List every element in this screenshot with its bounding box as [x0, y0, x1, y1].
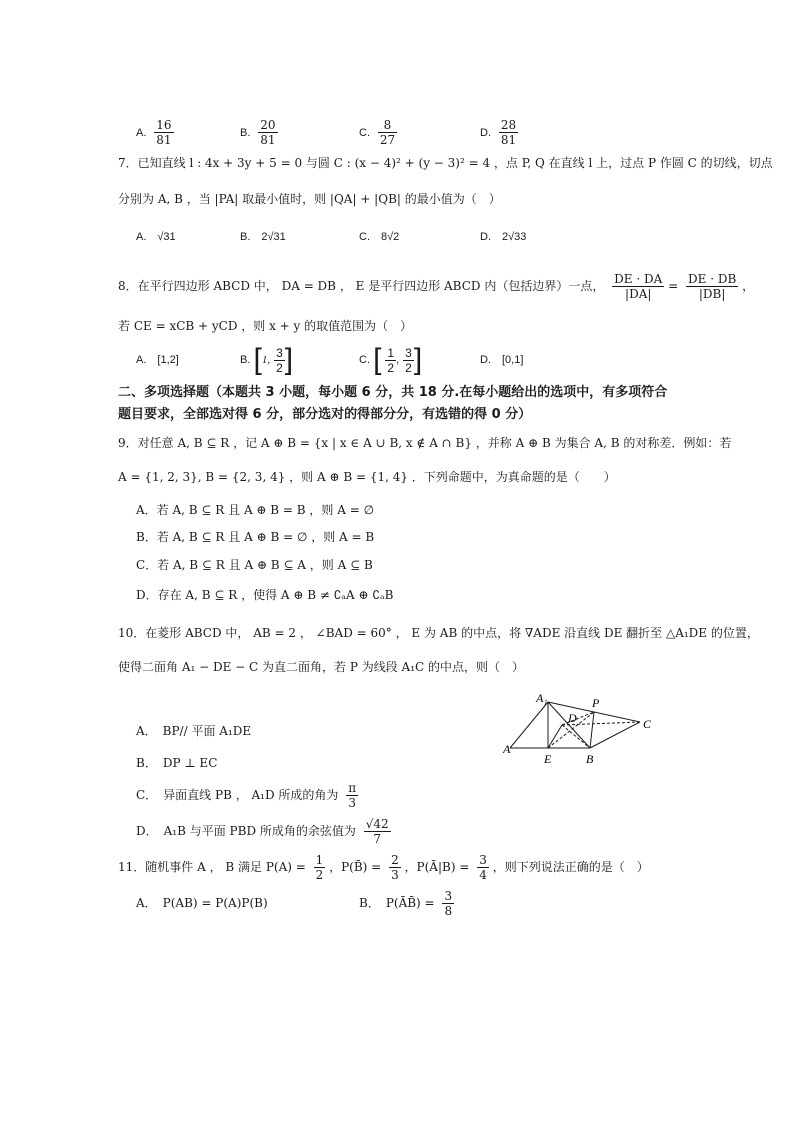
- bracket-left: [: [253, 343, 262, 377]
- q9-option-d: D．存在 A, B ⊆ R ，使得 A ⊕ B ≠ ∁ₐA ⊕ ∁ₐB: [136, 588, 394, 602]
- q8-option-d: D. [0,1]: [480, 354, 524, 366]
- fraction: $\frac{√42}{7}$: [365, 817, 389, 846]
- q10-stem-line1: 10．在菱形 ABCD 中， AB = 2 ， ∠BAD = 60° ， E 为 AB 的中点，将 ∇ADE 沿直线 DE 翻折至 △A₁DE 的位置，: [118, 626, 759, 640]
- section-heading-line2: 题目要求，全部选对得 6 分，部分选对的得部分分，有选错的得 0 分）: [118, 407, 532, 422]
- q8-option-c: C. [ $\frac{1}{2}$ , $\frac{3}{2}$ ]: [359, 343, 423, 377]
- label-D: D: [568, 711, 577, 725]
- q9-option-b: B．若 A, B ⊆ R 且 A ⊕ B = ∅ ，则 A = B: [136, 530, 375, 544]
- fraction: $\frac{16}{81}$: [156, 118, 172, 147]
- q10-option-d: D． A₁B 与平面 PBD 所成角的余弦值为 $\frac{√42}{7}$: [136, 817, 389, 846]
- label-B: B: [586, 752, 594, 766]
- edge-DB: [562, 725, 590, 748]
- q10-option-b: B． DP ⊥ EC: [136, 756, 218, 770]
- fraction: $\frac{1}{2}$: [387, 345, 395, 375]
- q7-stem-line1: 7．已知直线 l : 4x + 3y + 5 = 0 与圆 C : (x − 4)² + (y − 3)² = 4 ，点 P, Q 在直线 l 上，过点 P 作圆 C 的切线，切点: [118, 156, 773, 170]
- bracket-right: ]: [284, 343, 294, 377]
- q9-option-a: A．若 A, B ⊆ R 且 A ⊕ B = B ，则 A = ∅: [136, 503, 375, 517]
- fraction: $\frac{2}{3}$: [391, 853, 399, 882]
- fraction: $\frac{1}{2}$: [315, 853, 324, 882]
- q8-option-a: A. [1,2]: [136, 354, 179, 366]
- q6-option-d: D. $\frac{28}{81}$: [480, 118, 517, 147]
- fraction: $\frac{\pi}{3}$: [348, 781, 357, 810]
- q8-fraction-1: $\frac{DE \cdot DA}{|DA|}$: [614, 272, 663, 301]
- edge-AA1: [510, 702, 548, 748]
- label-E: E: [544, 752, 552, 766]
- q6-option-b: B. $\frac{20}{81}$: [240, 118, 276, 147]
- edge-ED: [548, 725, 562, 748]
- q6-option-c: C. $\frac{8}{27}$: [359, 118, 396, 147]
- q6-option-a: A. $\frac{16}{81}$: [136, 118, 172, 147]
- section-heading-line1: 二、多项选择题（本题共 3 小题，每小题 6 分，共 18 分.在每小题给出的选项中，有多项符合: [118, 385, 668, 400]
- q8-fraction-2: $\frac{DE \cdot DB}{|DB|}$: [688, 272, 737, 301]
- label-A1: A₁: [536, 691, 548, 705]
- q8-option-b: B. [1, $\frac{3}{2}$ ]: [240, 343, 294, 377]
- q10-stem-line2: 使得二面角 A₁ − DE − C 为直二面角，若 P 为线段 A₁C 的中点，则（ ）: [118, 660, 525, 674]
- q9-stem-line1: 9．对任意 A, B ⊆ R ，记 A ⊕ B = {x | x ∈ A ∪ B, x ∉ A ∩ B} ，并称 A ⊕ B 为集合 A, B 的对称差．例如：若: [118, 436, 732, 450]
- q7-option-d: D. 2√33: [480, 231, 527, 243]
- q8-stem-line2: 若 CE = xCB + yCD ，则 x + y 的取值范围为（ ）: [118, 319, 413, 333]
- fraction: $\frac{3}{4}$: [479, 853, 487, 882]
- fraction: $\frac{3}{8}$: [444, 889, 453, 918]
- q10-geometry-figure: [500, 690, 670, 770]
- label-P: P: [592, 696, 600, 710]
- fraction: $\frac{28}{81}$: [500, 118, 517, 147]
- q7-stem-line2: 分别为 A, B ，当 |PA| 取最小值时，则 |QA| + |QB| 的最小值为（ ）: [118, 192, 501, 206]
- edge-BP: [590, 712, 594, 748]
- q9-option-c: C．若 A, B ⊆ R 且 A ⊕ B ⊆ A ，则 A ⊆ B: [136, 558, 373, 572]
- q11-option-b: B． P(ĀB̄) = $\frac{3}{8}$: [359, 889, 453, 918]
- fraction: $\frac{20}{81}$: [260, 118, 276, 147]
- q10-option-a: A． BP// 平面 A₁DE: [136, 724, 252, 738]
- q7-option-a: A. √31: [136, 231, 176, 243]
- bracket-right: ]: [413, 343, 423, 377]
- edge-BC: [590, 722, 640, 748]
- q7-option-c: C. 8√2: [359, 231, 400, 243]
- label-A: A: [503, 742, 511, 756]
- bracket-left: [: [373, 343, 382, 377]
- fraction: $\frac{3}{2}$: [405, 345, 412, 375]
- q8-stem-line1: 8．在平行四边形 ABCD 中， DA = DB ， E 是平行四边形 ABCD 内（包括边界）一点， $\frac{DE \cdot DA}{|DA|}$ = $\frac{DE \cdot DB}{|DB|}$ ，: [118, 272, 755, 301]
- fraction: $\frac{3}{2}$: [276, 345, 283, 375]
- fraction: $\frac{8}{27}$: [379, 118, 396, 147]
- edge-DP: [562, 712, 594, 725]
- q10-option-c: C． 异面直线 PB ， A₁D 所成的角为 $\frac{\pi}{3}$: [136, 781, 357, 810]
- q9-stem-line2: A = {1, 2, 3}, B = {2, 3, 4} ，则 A ⊕ B = {1, 4} ．下列命题中，为真命题的是（ ）: [118, 470, 616, 484]
- q7-option-b: B. 2√31: [240, 231, 286, 243]
- q11-stem: 11．随机事件 A ， B 满足 P(A) = $\frac{1}{2}$ ，P(B̄) = $\frac{2}{3}$ ，P(Ā|B) = $\frac{3}{4}$ ，则下列说法正确的是（ ）: [118, 853, 649, 882]
- label-C: C: [643, 717, 652, 731]
- q11-option-a: A． P(AB) = P(A)P(B): [136, 896, 268, 910]
